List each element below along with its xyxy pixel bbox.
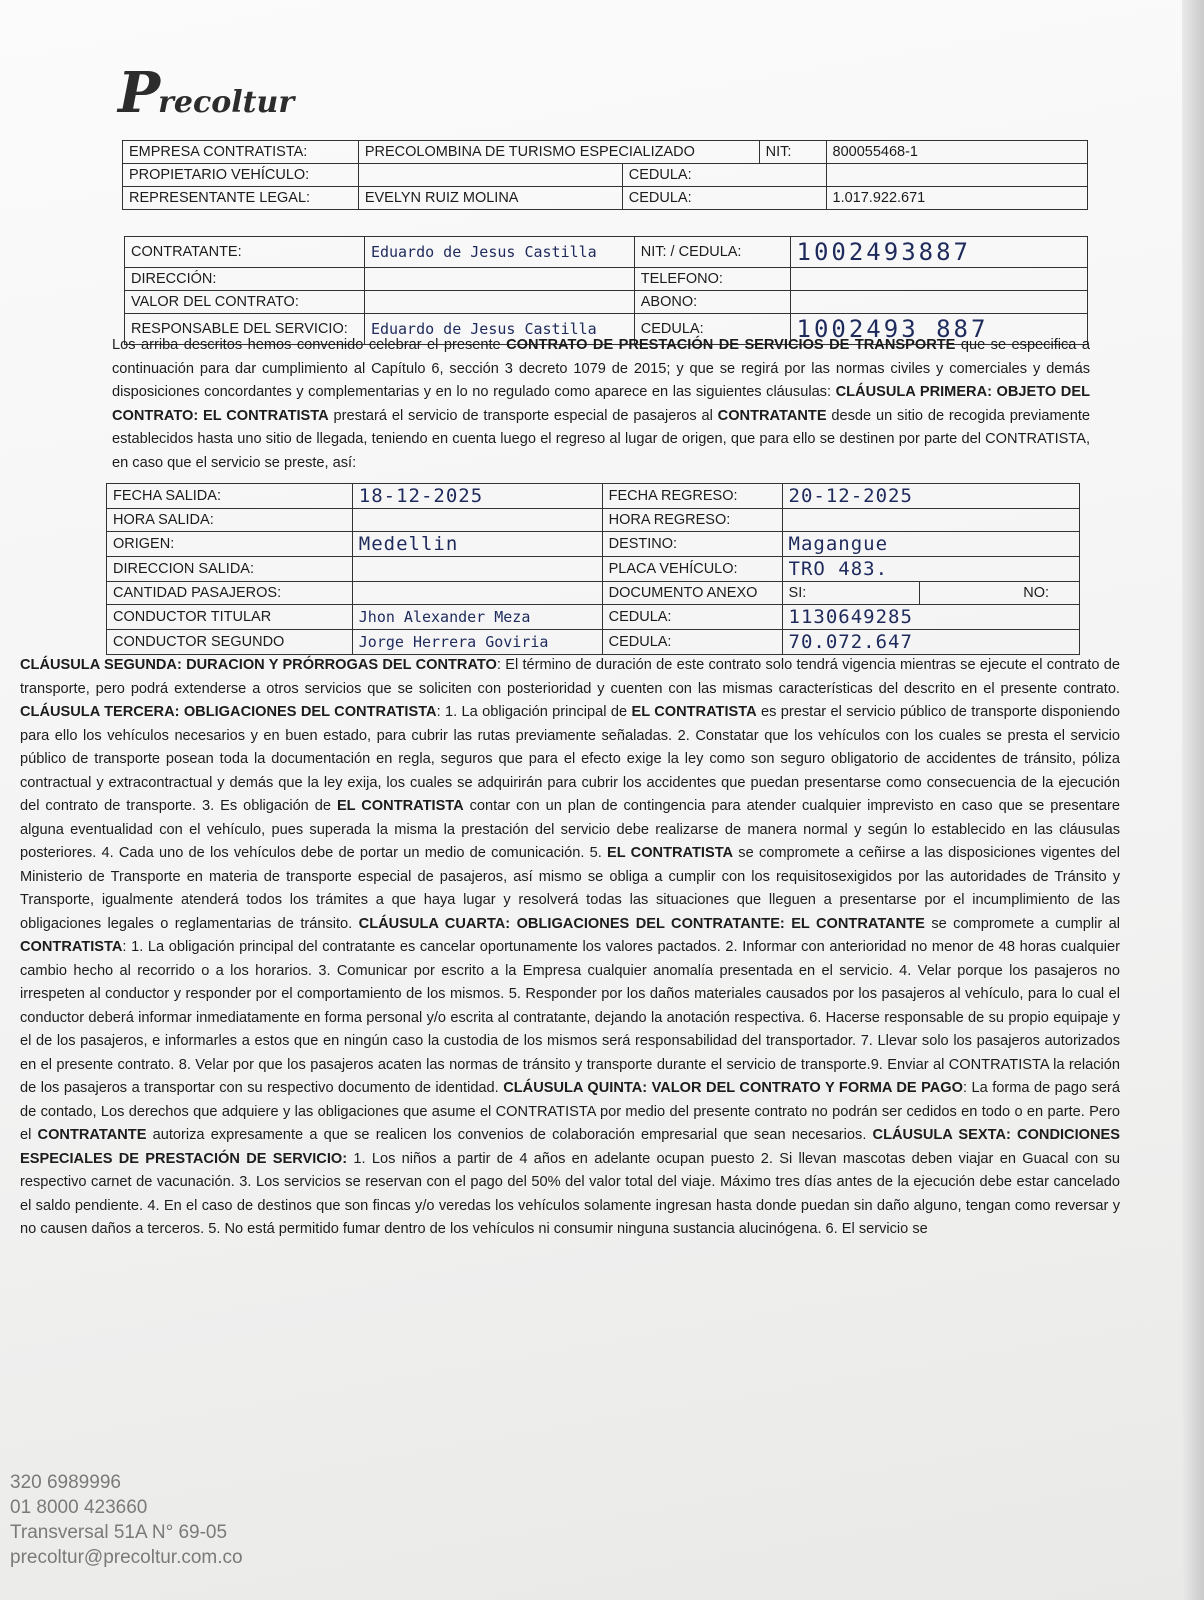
cedula-label: CEDULA: [634,314,790,345]
abono-label: ABONO: [634,291,790,314]
placa-label: PLACA VEHÍCULO: [602,557,782,582]
fecha-regreso-value: 20-12-2025 [782,484,1079,509]
table-row [123,187,1088,210]
conductor-segundo-value: Jorge Herrera Goviria [352,630,602,655]
contact-footer [10,1470,243,1570]
intro-text-1: Los arriba descritos hemos convenido celebrar el presente [112,337,507,353]
intro-text-4: desde un sitio de recogida previamente establecidos hasta uno sitio de llegada, teniendo en cuenta luego el regreso al lugar de origen, que para ello se destinen por parte del CONTRATISTA, en caso que el servicio se preste, así: [112,407,1090,471]
company-logo [118,60,294,126]
placa-value: TRO 483. [782,557,1079,582]
nit-value: 800055468-1 [826,141,1087,164]
clause-bold: CLÁUSULA SEXTA: CONDICIONES ESPECIALES DE PRESTACIÓN DE SERVICIO: [20,1127,1121,1167]
clause-text: 1. Los niños a partir de 4 años en adelante ocupan puesto 2. Si llevan mascotas deben viajar en Guacal con su respectivo carnet de vacunación. 3. Los servicios se reservan con el pago del 50% del valor total del viaje. Máximo tres días antes de la ejecución debe estar cancelado el saldo pendiente. 4. En el caso de destinos que son fincas y/o veredas los vehículos solamente ingresan hasta donde puedan sin daño alguno, tengan como reversar y no causen daños a terceros. 5. No está permitido fumar dentro de los vehículos ni consumir ninguna sustancia alucinógena. 6. El servicio se [20,1150,1120,1237]
cantidad-value [352,582,602,605]
table-row [107,484,1080,509]
cedula-label: CEDULA: [622,164,826,187]
cedula2-value: 70.072.647 [782,630,1079,655]
address: Transversal 51A N° 69-05 [10,1522,228,1543]
valor-value [364,291,634,314]
anexo-label: DOCUMENTO ANEXO [602,582,782,605]
direccion-salida-value [352,557,602,582]
cedula-value: 1002493 887 [790,314,1088,345]
table-row [123,141,1088,164]
intro-text-2: que se especifica a continuación para dar cumplimiento al Capítulo 6, sección 3 decreto 1079 de 2015; y que se regirá por las normas civiles y comerciales y demás disposiciones concordantes y complementarias y en lo no regulado como aparece en las siguientes cláusulas: [112,337,1090,400]
direccion-label: DIRECCIÓN: [125,268,365,291]
clause-text: : El término de duración de este contrato solo tendrá vigencia mientras se ejecute el contrato de transporte, pero podrá extenderse a otros servicios que se soliciten con posterioridad y cuenten con las mismas características del descrito en el presente contrato. [20,657,1121,697]
contratante-value: Eduardo de Jesus Castilla [364,237,634,268]
destino-label: DESTINO: [602,532,782,557]
phone-2: 01 8000 423660 [10,1497,148,1518]
cantidad-label: CANTIDAD PASAJEROS: [107,582,353,605]
intro-bold-2: CLÁUSULA PRIMERA: OBJETO DEL CONTRATO: EL CONTRATISTA [112,384,1090,424]
contratante-label: CONTRATANTE: [125,237,365,268]
trip-table [106,483,1080,655]
clause-text: : 1. La obligación principal del contratante es cancelar oportunamente los valores pactados. 2. Informar con anterioridad no menor de 48 horas cualquier cambio hecho al recorrido o a los horarios. 3. Comunicar por escrito a la Empresa cualquier anomalía presentada en el servicio. 4. Velar porque los pasajeros no irrespeten al conductor y responder por el comportamiento de los mismos. 5. Responder por los daños materiales causados por los pasajeros al vehículo, para lo cual el conductor deberá informar inmediatamente en forma personal y/o escrita al contratante, dejando la anotación respectiva. 6. Hacerse responsable de su propio equipaje y el de los pasajeros, e informarles a estos que en ningún caso la custodia de los mismos será responsabilidad del transportador. 7. Llevar solo los pasajeros autorizados en el presente contrato. 8. Velar por que los pasajeros acaten las normas de tránsito y transporte durante el servicio de transporte.9. Enviar al CONTRATISTA la relación de los pasajeros a transportar con su respectivo documento de identidad. [20,939,1120,1096]
cedula1-value: 1130649285 [782,605,1079,630]
cedula2-label: CEDULA: [602,630,782,655]
page-edge-shadow [1182,0,1204,1600]
clause-text: se compromete a ceñirse a las disposiciones vigentes del Ministerio de Transporte en materia de transporte especial de pasajeros, así mismo se obliga a cumplir con los requisitosexigidos por las autoridades de Tránsito y Transporte, igualmente atenderá todos los trámites a que haya lugar y resolverá todas las situaciones que lleguen a presentarse por el incumplimiento de las obligaciones legales o reglamentarias de tránsito. [20,845,1120,932]
clauses-paragraph [20,654,1120,1242]
empresa-value: PRECOLOMBINA DE TURISMO ESPECIALIZADO [358,141,759,164]
hora-salida-value [352,509,602,532]
direccion-value [364,268,634,291]
conductor-titular-label: CONDUCTOR TITULAR [107,605,353,630]
table-row [107,509,1080,532]
clause-bold: CONTRATANTE [37,1127,147,1143]
direccion-salida-label: DIRECCION SALIDA: [107,557,353,582]
propietario-value [358,164,622,187]
logo-initial: P [118,60,159,126]
email: precoltur@precoltur.com.co [10,1547,243,1568]
fecha-salida-label: FECHA SALIDA: [107,484,353,509]
phone-1: 320 6989996 [10,1472,121,1493]
table-row [107,532,1080,557]
table-row [107,582,1080,605]
clause-text: : La forma de pago será de contado, Los derechos que adquiere y las obligaciones que asume el CONTRATISTA por medio del presente contrato no podrán ser cedidos en todo o en parte. Pero el [20,1080,1121,1143]
clause-bold: CLÁUSULA QUINTA: VALOR DEL CONTRATO Y FORMA DE PAGO [503,1080,963,1096]
telefono-label: TELEFONO: [634,268,790,291]
anexo-si: SI: [782,582,920,605]
cedula2-value: 1.017.922.671 [826,187,1087,210]
clause-text: es prestar el servicio público de transporte disponiendo para ello los vehículos necesarios y en buen estado, para cubrir las rutas previamente señaladas. 2. Constatar que los vehículos con los cuales se presta el servicio público de transporte posean toda la documentación en regla, seguros que para el efecto exige la ley como son seguro obligatorio de accidentes de tránsito, póliza contractual y extracontractual y demás que la ley exija, los cuales se adquirirán para cubrir los accidentes que puedan presentarse como consecuencia de la ejecución del contrato de transporte. 3. Es obligación de [20,704,1121,814]
table-row [107,605,1080,630]
propietario-label: PROPIETARIO VEHÍCULO: [123,164,359,187]
clause-bold: CONTRATISTA [20,939,123,955]
cedula1-label: CEDULA: [602,605,782,630]
table-row [107,630,1080,655]
cedula2-label: CEDULA: [622,187,826,210]
clause-bold: EL CONTRATISTA [631,704,757,720]
table-row [123,164,1088,187]
clause-bold: CLÁUSULA SEGUNDA: DURACION Y PRÓRROGAS DEL CONTRATO [20,657,497,673]
destino-value: Magangue [782,532,1079,557]
representante-label: REPRESENTANTE LEGAL: [123,187,359,210]
hora-regreso-label: HORA REGRESO: [602,509,782,532]
table-row [125,237,1088,268]
valor-label: VALOR DEL CONTRATO: [125,291,365,314]
intro-paragraph [112,334,1090,475]
nit-label: NIT: [759,141,826,164]
client-table [124,236,1088,345]
table-row [107,557,1080,582]
responsable-label: RESPONSABLE DEL SERVICIO: [125,314,365,345]
abono-value [790,291,1088,314]
intro-bold-3: CONTRATANTE [717,407,827,424]
clause-bold: CLÁUSULA CUARTA: OBLIGACIONES DEL CONTRATANTE: EL CONTRATANTE [358,915,925,932]
clause-bold: EL CONTRATISTA [607,845,734,861]
anexo-no: NO: [920,582,1080,605]
company-table [122,140,1088,210]
table-row [125,268,1088,291]
clause-bold: CLÁUSULA TERCERA: OBLIGACIONES DEL CONTRATISTA [20,704,437,720]
nit-cedula-label: NIT: / CEDULA: [634,237,790,268]
telefono-value [790,268,1088,291]
empresa-label: EMPRESA CONTRATISTA: [123,141,359,164]
nit-cedula-value: 1002493887 [790,237,1088,268]
intro-text-3: prestará el servicio de transporte especial de pasajeros al [328,407,718,424]
hora-salida-label: HORA SALIDA: [107,509,353,532]
clause-text: contar con un plan de contingencia para atender cualquier imprevisto en caso que se presentare alguna eventualidad con el vehículo, pues superada la misma la prestación del servicio debe realizarse de manera normal y según lo establecido en las cláusulas posteriores. 4. Cada uno de los vehículos debe de portar un medio de comunicación. 5. [20,798,1120,861]
clause-text: autoriza expresamente a que se realicen los convenios de colaboración empresarial que sean necesarios. [146,1127,873,1143]
fecha-salida-value: 18-12-2025 [352,484,602,509]
fecha-regreso-label: FECHA REGRESO: [602,484,782,509]
responsable-value: Eduardo de Jesus Castilla [364,314,634,345]
cedula-value [826,164,1087,187]
logo-rest: recoltur [158,85,295,120]
clause-bold: EL CONTRATISTA [336,798,464,814]
clause-text: : 1. La obligación principal de [436,704,632,720]
clause-text: se compromete a cumplir al [924,915,1120,932]
conductor-segundo-label: CONDUCTOR SEGUNDO [107,630,353,655]
hora-regreso-value [782,509,1079,532]
origen-label: ORIGEN: [107,532,353,557]
representante-value: EVELYN RUIZ MOLINA [358,187,622,210]
table-row [125,291,1088,314]
intro-bold-1: CONTRATO DE PRESTACIÓN DE SERVICIOS DE TRANSPORTE [506,337,956,353]
conductor-titular-value: Jhon Alexander Meza [352,605,602,630]
origen-value: Medellin [352,532,602,557]
